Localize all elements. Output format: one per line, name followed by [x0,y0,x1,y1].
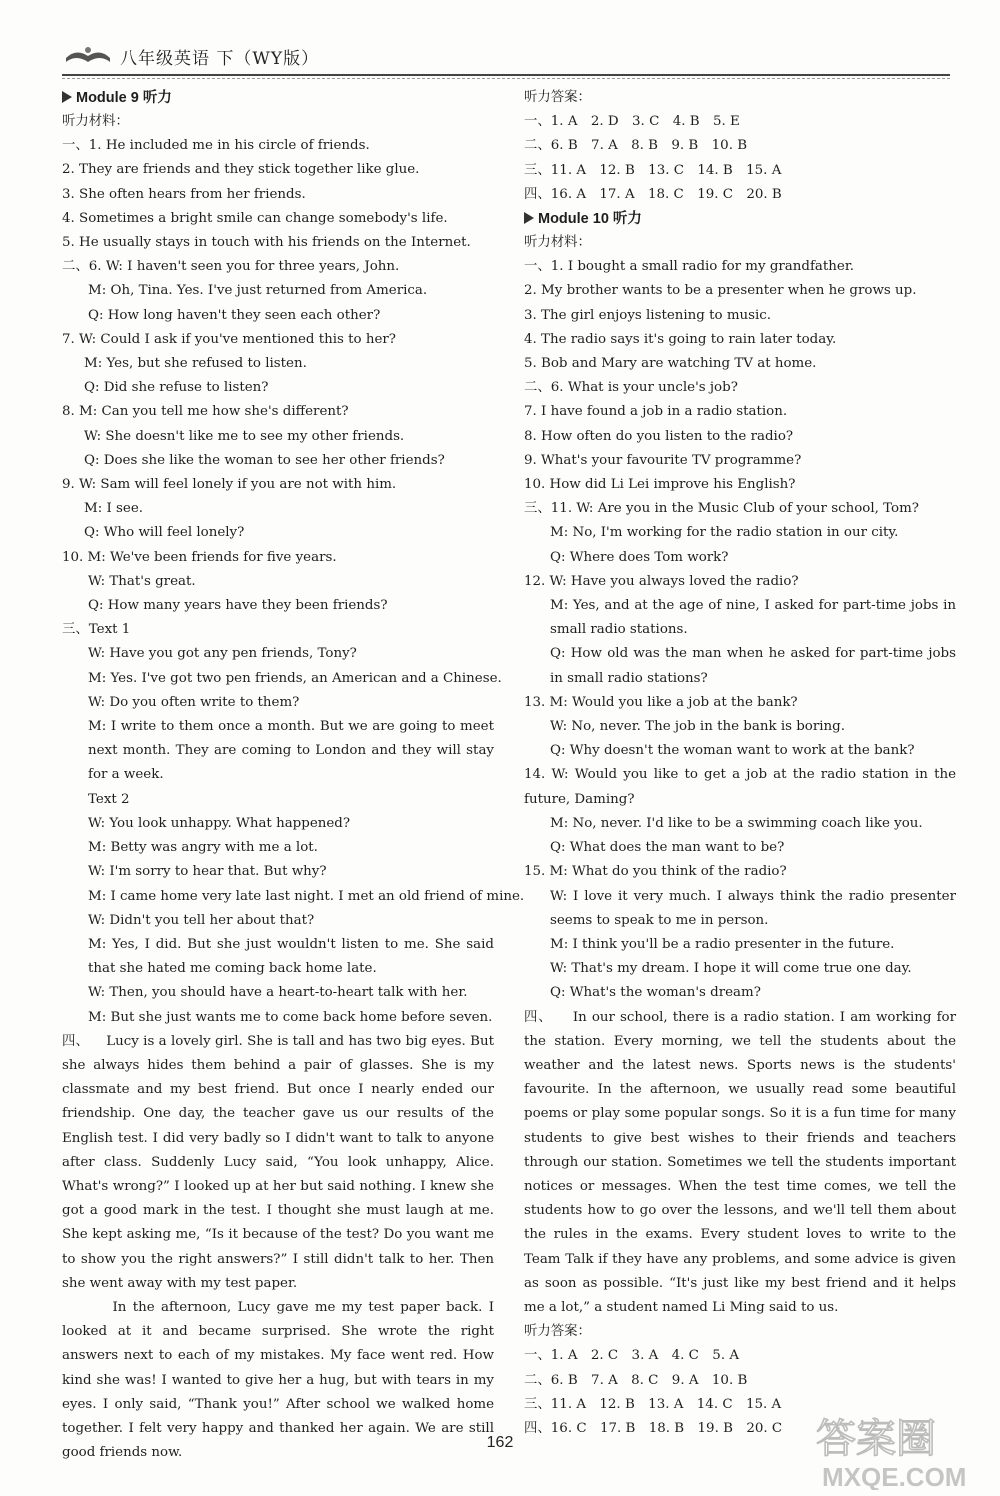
right-column [524,86,961,1441]
text-line: 听力材料： [62,114,129,129]
dialogue-line: Q: Does she like the woman to see her other friends? [84,452,445,468]
book-logo-icon [62,44,114,66]
dialogue-line: Q: How many years have they been friends? [88,598,388,614]
dialogue-line: W: That's my dream. I hope it will come true one day. [550,961,912,977]
header-rule-dashed [62,78,950,79]
dialogue-line: M: I think you'll be a radio presenter in the future. [550,936,895,952]
dialogue-paragraph: W: I love it very much. I always think the radio presenter seems to speak to me in person. [550,888,956,928]
text-line: 二、6. B 7. A 8. B 9. B 10. B [524,138,748,154]
book-title: 八年级英语 下（WY版） [120,49,320,69]
dialogue-line: Q: What does the man want to be? [550,840,785,856]
dialogue-line: W: Then, you should have a heart-to-heart talk with her. [88,985,468,1001]
page-number: 162 [486,1434,514,1451]
module-heading: Module 10 听力 [538,211,642,228]
dialogue-line: M: But she just wants me to come back home before seven. [88,1009,493,1025]
text-line: 一、1. A 2. C 3. A 4. C 5. A [524,1348,740,1364]
text-line: 一、1. A 2. D 3. C 4. B 5. E [524,114,740,130]
text-line: 8. How often do you listen to the radio? [524,428,794,444]
dialogue-line: W: She doesn't like me to see my other friends. [84,428,405,444]
dialogue-line: Q: Why doesn't the woman want to work at the bank? [550,743,915,759]
text-line: 10. M: We've been friends for five years. [62,549,337,565]
dialogue-line: Q: What's the woman's dream? [550,985,761,1001]
text-line: 8. M: Can you tell me how she's different? [62,404,349,420]
text-line: 四、16. C 17. B 18. B 19. B 20. C [524,1420,783,1436]
dialogue-line: M: Yes, but she refused to listen. [84,356,307,372]
text-line: 5. Bob and Mary are watching TV at home. [524,356,817,372]
header-rule [62,74,950,76]
text-line: 2. They are friends and they stick together like glue. [62,162,420,178]
dialogue-line: W: Have you got any pen friends, Tony? [88,646,357,662]
dialogue-paragraph: M: Yes, and at the age of nine, I asked for part-time jobs in small radio stations. [550,598,956,638]
watermark-logo [812,1408,992,1490]
text-line: 4. The radio says it's going to rain later today. [524,331,837,347]
text-line: 3. She often hears from her friends. [62,186,306,202]
text-line: 三、Text 1 [62,622,131,638]
passage-paragraph: 四、 In our school, there is a radio station. I am working for the station. Every morning, we tell the students about the weather and the latest news. Sports news is the students' favourite. In the afternoon, we usually read some beautiful poems or play some popular songs. So it is a fun time for many students to give best wishes to their friends and teachers through our station. Sometimes we tell the students important notices or messages. When the test time comes, we tell the students how to go over the lessons, and we'll tell them about the rules in the exams. Every student loves to write to the Team Talk if they have any problems, and some advice is given as soon as possible. “It's just like my best friend and it helps me a lot,” a student named Li Ming said to us. [524,1009,961,1315]
dialogue-line: M: Betty was angry with me a lot. [88,840,318,856]
passage-paragraph: In the afternoon, Lucy gave me my test paper back. I looked at it and became surprised. She wrote the right answers next to each of my mistakes. My face went red. How kind she was! I wanted to give her a hug, but with tears in my eyes. I only said, “Thank you!” After school we walked home together. I felt very happy and thanked her again. We are still good friends now. [62,1299,499,1461]
dialogue-line: Text 2 [88,791,130,807]
text-line: 10. How did Li Lei improve his English? [524,477,796,493]
text-line: 四、16. A 17. A 18. C 19. C 20. B [524,186,782,202]
text-line: 二、6. What is your uncle's job? [524,380,738,396]
dialogue-line: Q: Did she refuse to listen? [84,380,269,396]
dialogue-line: M: I see. [84,501,144,517]
text-line: 三、11. A 12. B 13. A 14. C 15. A [524,1396,782,1412]
module-heading: Module 9 听力 [76,90,172,106]
text-line: 听力答案： [524,1324,591,1340]
dialogue-paragraph: M: I write to them once a month. But we are going to meet next month. They are coming to London and they will stay for a week. [88,719,494,783]
page-header [62,42,942,70]
text-line: 15. M: What do you think of the radio? [524,864,787,880]
text-line: 二、6. B 7. A 8. C 9. A 10. B [524,1372,748,1388]
text-line: 9. What's your favourite TV programme? [524,452,802,468]
text-line: 12. W: Have you always loved the radio? [524,573,799,589]
dialogue-line: W: Do you often write to them? [88,694,300,710]
text-line: 7. I have found a job in a radio station. [524,404,788,420]
text-line: 三、11. W: Are you in the Music Club of your school, Tom? [524,501,919,517]
text-line: 二、6. W: I haven't seen you for three years, John. [62,259,400,275]
dialogue-line: W: You look unhappy. What happened? [88,815,351,831]
dialogue-line: W: That's great. [88,573,196,589]
dialogue-line: M: No, I'm working for the radio station in our city. [550,525,899,541]
dialogue-line: W: No, never. The job in the bank is boring. [550,719,845,735]
dialogue-line: M: Yes. I've got two pen friends, an American and a Chinese. [88,670,502,686]
text-line: 一、1. He included me in his circle of friends. [62,138,370,154]
triangle-bullet-icon [62,91,72,103]
text-line: 听力材料： [524,235,591,251]
text-line: 听力答案： [524,90,591,105]
text-line: 13. M: Would you like a job at the bank? [524,694,798,710]
dialogue-line: M: No, never. I'd like to be a swimming coach like you. [550,815,923,831]
dialogue-line: W: I'm sorry to hear that. But why? [88,864,327,880]
watermark-text: 答案圈 [816,1416,936,1462]
dialogue-line: W: Didn't you tell her about that? [88,912,315,928]
dialogue-line: M: I came home very late last night. I met an old friend of mine. [88,888,525,904]
text-line: 三、11. A 12. B 13. C 14. B 15. A [524,162,782,178]
text-line: 4. Sometimes a bright smile can change somebody's life. [62,210,448,226]
watermark-domain: MXQE.COM [822,1462,967,1490]
passage-paragraph: 四、 Lucy is a lovely girl. She is tall and has two big eyes. But she always hides them behind a pair of glasses. She is my classmate and my best friend. But once I nearly ended our friendship. One day, the teacher gave us our results of the English test. I did very badly so I didn't want to talk to anyone after class. Suddenly Lucy said, “You look unhappy, Alice. What's wrong?” I looked up at her but said nothing. I knew she got a good mark in the test. I thought she must laugh at me. She kept asking me, “Is it because of the test? Do you want me to show you the right answers?” I still didn't talk to her. Then she went away with my test paper. [62,1033,499,1291]
dialogue-line: Q: How long haven't they seen each other? [88,307,381,323]
dialogue-line: Q: Who will feel lonely? [84,525,245,541]
text-line: 一、1. I bought a small radio for my grandfather. [524,259,855,275]
module-heading-row [524,207,956,231]
dialogue-paragraph: 14. W: Would you like to get a job at the radio station in the future, Daming? [524,767,956,807]
text-line: 9. W: Sam will feel lonely if you are not with him. [62,477,397,493]
text-line: 2. My brother wants to be a presenter when he grows up. [524,283,917,299]
triangle-bullet-icon [524,212,534,224]
module-heading-row [62,86,494,110]
dialogue-paragraph: Q: How old was the man when he asked for part-time jobs in small radio stations? [550,646,956,686]
text-line: 5. He usually stays in touch with his friends on the Internet. [62,235,471,251]
text-line: 7. W: Could I ask if you've mentioned this to her? [62,331,396,347]
dialogue-line: Q: Where does Tom work? [550,549,729,565]
dialogue-line: M: Oh, Tina. Yes. I've just returned from America. [88,283,428,299]
text-line: 3. The girl enjoys listening to music. [524,307,772,323]
dialogue-paragraph: M: Yes, I did. But she just wouldn't listen to me. She said that she hated me coming back home late. [88,936,494,977]
